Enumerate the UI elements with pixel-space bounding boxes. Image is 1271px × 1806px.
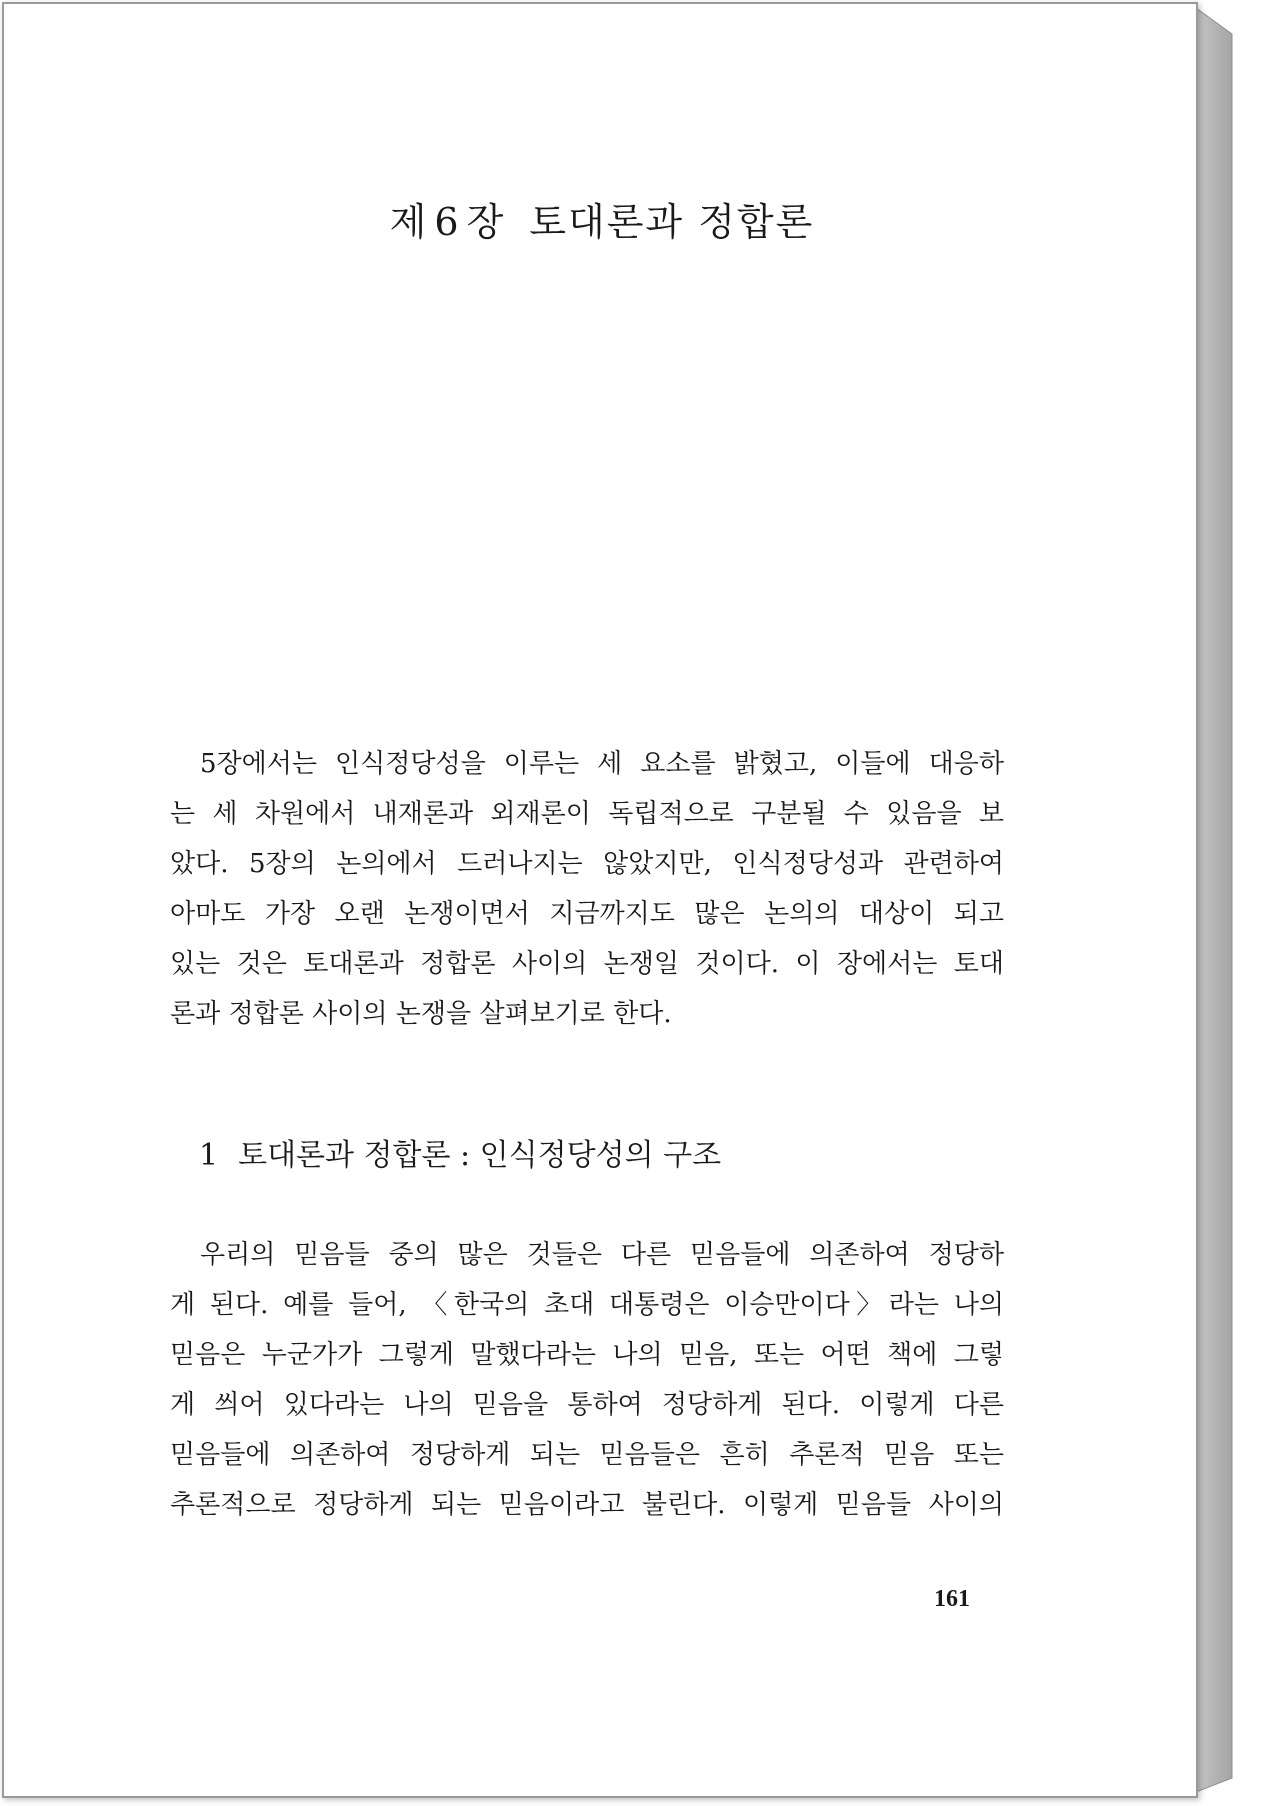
chapter-title-text: 토대론과 정합론 — [529, 200, 815, 244]
section-title: 토대론과 정합론 : 인식정당성의 구조 — [238, 1138, 722, 1173]
text-line: 추론적으로 정당하게 되는 믿음이라고 불린다. 이렇게 믿음들 사이의 — [170, 1490, 1004, 1520]
section-number: 1 — [199, 1138, 219, 1173]
text-line: 5장에서는 인식정당성을 이루는 세 요소를 밝혔고, 이들에 대응하 — [200, 749, 1004, 779]
section-paragraph — [170, 1230, 1004, 1530]
chapter-label-prefix: 제 — [389, 200, 429, 244]
text-line: 게 된다. 예를 들어, 〈한국의 초대 대통령은 이승만이다〉라는 나의 — [170, 1290, 1004, 1320]
page — [2, 2, 1198, 1798]
chapter-number: 6 — [434, 200, 461, 244]
page-number: 161 — [934, 1586, 970, 1612]
text-line: 믿음들에 의존하여 정당하게 되는 믿음들은 흔히 추론적 믿음 또는 — [170, 1440, 1004, 1470]
text-line: 론과 정합론 사이의 논쟁을 살펴보기로 한다. — [170, 999, 672, 1029]
text-line: 믿음은 누군가가 그렇게 말했다라는 나의 믿음, 또는 어떤 책에 그렇 — [170, 1340, 1004, 1370]
text-line: 아마도 가장 오랜 논쟁이면서 지금까지도 많은 논의의 대상이 되고 — [170, 899, 1004, 929]
text-line: 게 씌어 있다라는 나의 믿음을 통하여 정당하게 된다. 이렇게 다른 — [170, 1390, 1004, 1420]
text-line: 는 세 차원에서 내재론과 외재론이 독립적으로 구분될 수 있음을 보 — [170, 799, 1004, 829]
section-heading — [199, 1134, 721, 1178]
chapter-title — [4, 197, 1200, 247]
page-stack-edge — [1196, 8, 1242, 1792]
text-line: 있는 것은 토대론과 정합론 사이의 논쟁일 것이다. 이 장에서는 토대 — [170, 949, 1004, 979]
text-line: 우리의 믿음들 중의 많은 것들은 다른 믿음들에 의존하여 정당하 — [200, 1240, 1004, 1270]
text-line: 았다. 5장의 논의에서 드러나지는 않았지만, 인식정당성과 관련하여 — [170, 849, 1004, 879]
chapter-label-suffix: 장 — [466, 200, 506, 244]
intro-paragraph — [170, 739, 1004, 1039]
